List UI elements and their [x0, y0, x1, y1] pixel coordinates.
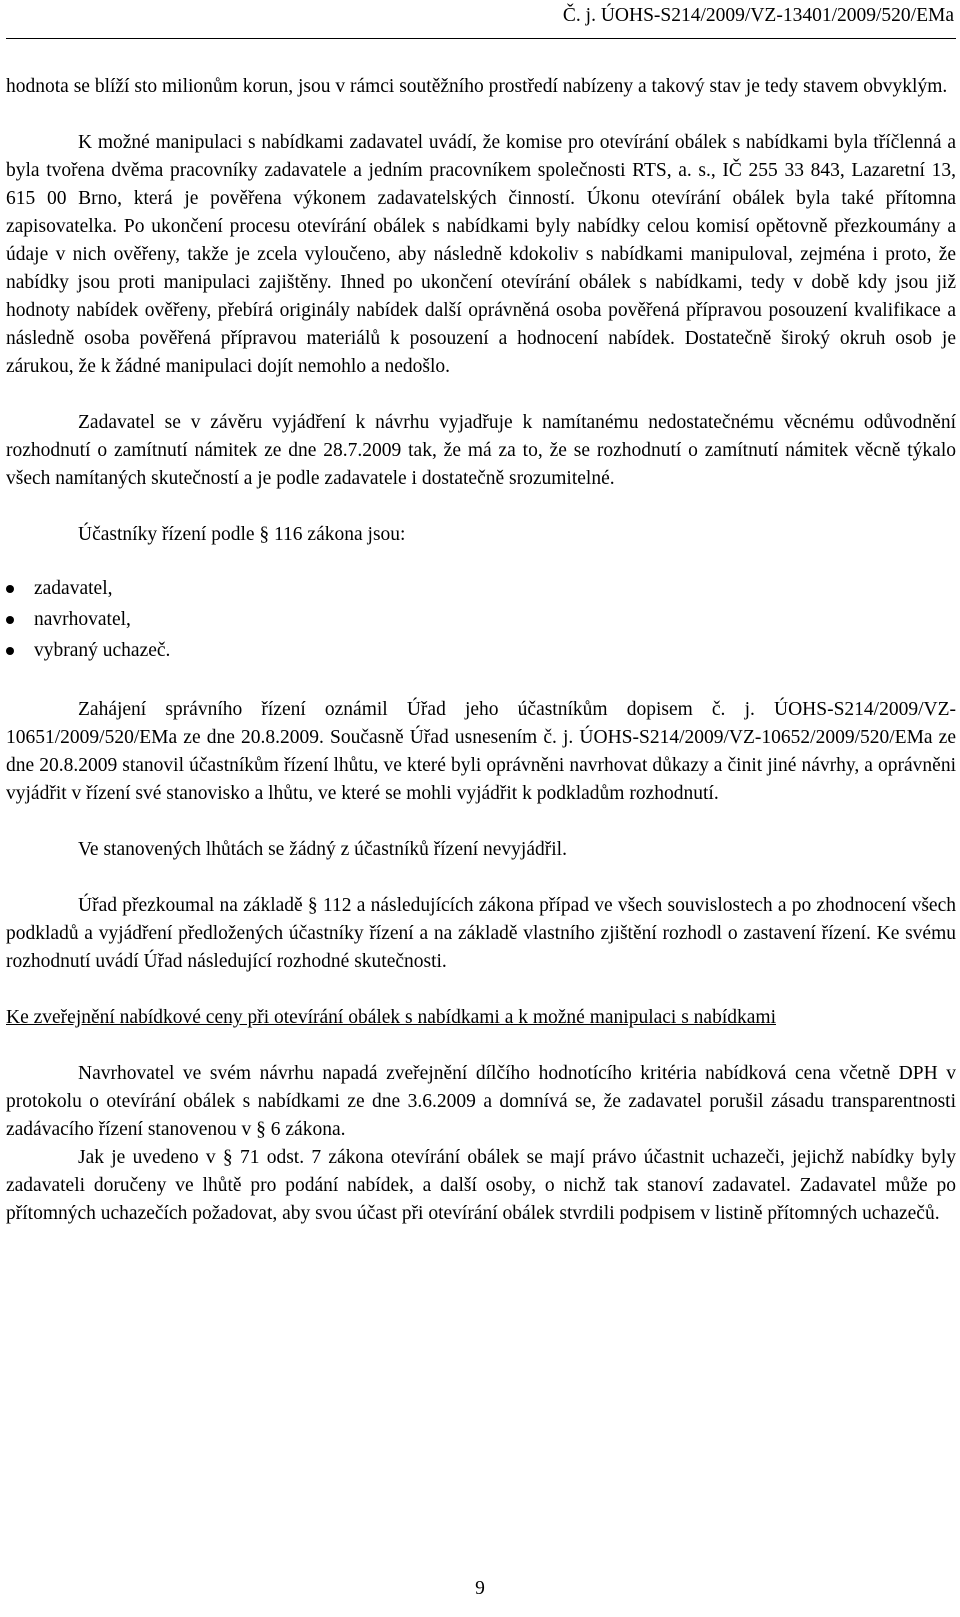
paragraph-manipulation: K možné manipulaci s nabídkami zadavatel uvádí, že komise pro otevírání obálek s nabídkami byla tříčlenná a byla tvořena dvěma pracovníky zadavatele a jedním pracovníkem společnosti RTS, a. s., IČ 255 33 843, Lazaretní 13, 615 00 Brno, která je pověřena výkonem zadavatelských činností. Úkonu otevírání obálek byla také přítomna zapisovatelka. Po ukončení procesu otevírání obálek s nabídkami byly nabídky celou komisí opětovně přezkoumány a údaje v nich ověřeny, takže je zcela vyloučeno, aby následně kdokoliv s nabídkami manipuloval, zejména i proto, že nabídky jsou proti manipulaci zajištěny. Ihned po ukončení otevírání obálek s nabídkami, tedy v době kdy jsou již hodnoty nabídek ověřeny, přebírá originály nabídek další oprávněná osoba pověřená přípravou posouzení kvalifikace a následně osoba pověřená přípravou materiálů k posouzení a hodnocení nabídek. Dostatečně široký okruh osob je zárukou, že k žádné manipulaci dojít nemohlo a nedošlo.	[6, 132, 956, 377]
bullet-icon	[6, 647, 14, 655]
page-number: 9	[475, 1578, 485, 1599]
participants-list	[6, 573, 956, 666]
participant-label: navrhovatel,	[34, 609, 131, 630]
list-item	[6, 635, 956, 666]
paragraph-conclusion: Zadavatel se v závěru vyjádření k návrhu vyjadřuje k namítanému nedostatečnému věcnému odůvodnění rozhodnutí o zamítnutí námitek ze dne 28.7.2009 tak, že má za to, že se rozhodnutí o zamítnutí námitek věcně týkalo všech namítaných skutečností a je podle zadavatele i dostatečně srozumitelné.	[6, 412, 956, 489]
paragraph-no-response: Ve stanovených lhůtách se žádný z účastníků řízení nevyjádřil.	[78, 839, 567, 860]
document-body	[6, 73, 956, 1228]
participants-intro: Účastníky řízení podle § 116 zákona jsou:	[78, 524, 406, 545]
paragraph-continuation: hodnota se blíží sto milionům korun, jsou v rámci soutěžního prostředí nabízeny a takový stav je tedy stavem obvyklým.	[6, 76, 948, 97]
bullet-icon	[6, 585, 14, 593]
header-divider	[6, 38, 956, 39]
participant-label: vybraný uchazeč.	[34, 640, 171, 661]
section-heading: Ke zveřejnění nabídkové ceny při otevírání obálek s nabídkami a k možné manipulaci s nabídkami	[6, 1007, 776, 1028]
participant-label: zadavatel,	[34, 578, 113, 599]
bullet-icon	[6, 616, 14, 624]
paragraph-law-citation: Jak je uvedeno v § 71 odst. 7 zákona otevírání obálek se mají právo účastnit uchazeči, jejichž nabídky byly zadavateli doručeny ve lhůtě pro podání nabídek, a další osoby, o nichž tak stanoví zadavatel. Zadavatel může po přítomných uchazečích požadovat, aby svou účast při otevírání obálek stvrdili podpisem v listině přítomných uchazečů.	[6, 1147, 956, 1224]
paragraph-review: Úřad přezkoumal na základě § 112 a následujících zákona případ ve všech souvislostech a po zhodnocení všech podkladů a vyjádření předložených účastníky řízení a na základě vlastního zjištění rozhodl o zastavení řízení. Ke svému rozhodnutí uvádí Úřad následující rozhodné skutečnosti.	[6, 895, 956, 972]
document-reference: Č. j. ÚOHS-S214/2009/VZ-13401/2009/520/EMa	[562, 5, 954, 26]
list-item	[6, 604, 956, 635]
paragraph-proposal: Navrhovatel ve svém návrhu napadá zveřejnění dílčího hodnotícího kritéria nabídková cena včetně DPH v protokolu o otevírání obálek s nabídkami ze dne 3.6.2009 a domnívá se, že zadavatel porušil zásadu transparentnosti zadávacího řízení stanovenou v § 6 zákona.	[6, 1063, 956, 1140]
list-item	[6, 573, 956, 604]
paragraph-proceedings-start: Zahájení správního řízení oznámil Úřad jeho účastníkům dopisem č. j. ÚOHS-S214/2009/VZ-10651/2009/520/EMa ze dne 20.8.2009. Současně Úřad usnesením č. j. ÚOHS-S214/2009/VZ-10652/2009/520/EMa ze dne 20.8.2009 stanovil účastníkům řízení lhůtu, ve které byli oprávněni navrhovat důkazy a činit jiné návrhy, a oprávněni vyjádřit v řízení své stanovisko a lhůtu, ve které se mohli vyjádřit k podkladům rozhodnutí.	[6, 699, 956, 804]
